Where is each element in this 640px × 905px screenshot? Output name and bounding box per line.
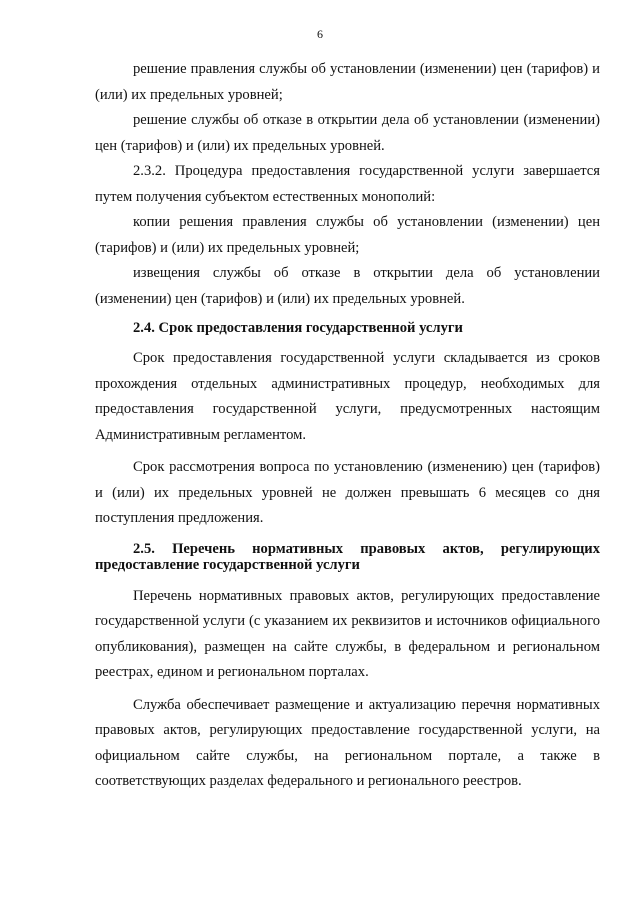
paragraph-service-term: Срок предоставления государственной услуги складывается из сроков прохождения отдельных административных процедур, необходимых для предоставления государственной услуги, предусмотренных настоящим Административным регламентом.: [95, 350, 600, 443]
page-number: 6: [317, 27, 323, 41]
section-heading-2-5: 2.5. Перечень нормативных правовых актов, регулирующих предоставление государственной услуги: [95, 540, 600, 573]
paragraph-copy-of-decision: копии решения правления службы об установлении (изменении) цен (тарифов) и (или) их предельных уровней;: [95, 214, 600, 256]
paragraph-procedure-completion: 2.3.2. Процедура предоставления государственной услуги завершается путем получения субъектом естественных монополий:: [95, 163, 600, 205]
paragraph-refusal-notice: извещения службы об отказе в открытии дела об установлении (изменении) цен (тарифов) и (или) их предельных уровней.: [95, 265, 600, 307]
paragraph-decision-board: решение правления службы об установлении (изменении) цен (тарифов) и (или) их предельных уровней;: [95, 61, 600, 103]
paragraph-decision-refusal: решение службы об отказе в открытии дела об установлении (изменении) цен (тарифов) и (или) их предельных уровней.: [95, 112, 600, 154]
paragraph-review-term: Срок рассмотрения вопроса по установлению (изменению) цен (тарифов) и (или) их предельных уровней не должен превышать 6 месяцев со дня поступления предложения.: [95, 459, 600, 526]
section-heading-2-4: 2.4. Срок предоставления государственной услуги: [133, 320, 463, 336]
paragraph-legal-acts-list: Перечень нормативных правовых актов, регулирующих предоставление государственной услуги (с указанием их реквизитов и источников официального опубликования), размещен на сайте службы, в федеральном и региональном реестрах, едином и региональном порталах.: [95, 587, 600, 680]
paragraph-service-ensures: Служба обеспечивает размещение и актуализацию перечня нормативных правовых актов, регулирующих предоставление государственной услуги, на официальном сайте службы, на региональном портале, а также в соответствующих разделах федерального и регионального реестров.: [95, 696, 600, 789]
document-body: [95, 57, 600, 795]
